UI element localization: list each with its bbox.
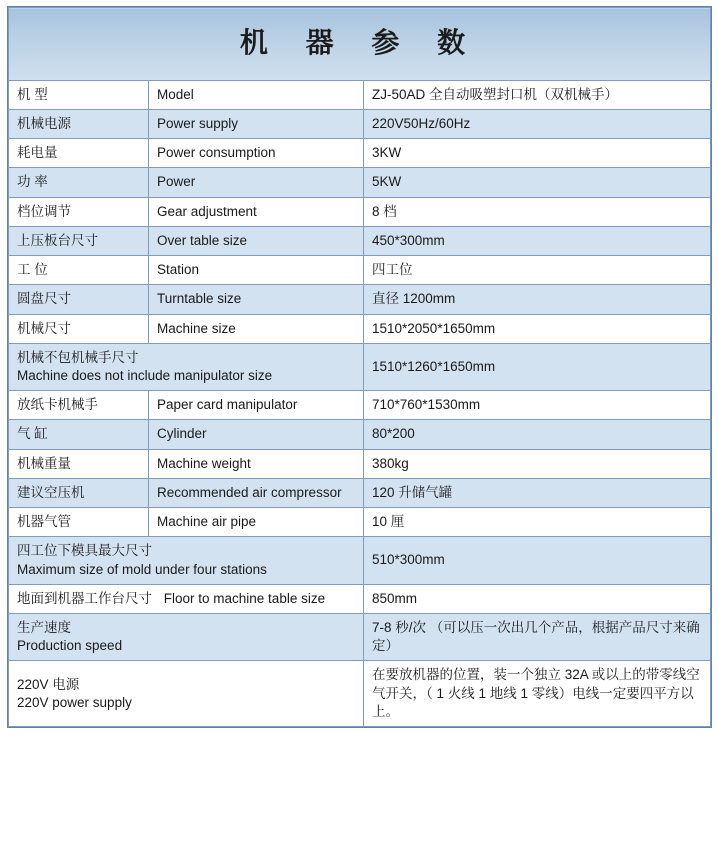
row-label-merged [9,613,364,660]
table-row [9,508,711,537]
table-row [9,537,711,584]
table-row [9,80,711,109]
row-label-en: Recommended air compressor [149,478,364,507]
row-value: 四工位 [364,256,711,285]
row-value: 450*300mm [364,226,711,255]
row-label-cn: 建议空压机 [9,478,149,507]
row-label-cn: 机器气管 [9,508,149,537]
title-cell [9,8,711,81]
row-value: 1510*2050*1650mm [364,314,711,343]
row-value: 1510*1260*1650mm [364,343,711,390]
row-label-en: Station [149,256,364,285]
machine-spec-table [7,6,712,728]
row-label-cn: 放纸卡机械手 [9,391,149,420]
row-label-cn: 机械不包机械手尺寸 [17,349,139,365]
table-title-row [9,8,711,81]
row-value: ZJ-50AD 全自动吸塑封口机（双机械手） [364,80,711,109]
row-label-en: Over table size [149,226,364,255]
row-label-en: Maximum size of mold under four stations [17,561,267,577]
row-label-en: Power [149,168,364,197]
row-label-merged [9,661,364,727]
table-row [9,226,711,255]
row-label-merged [9,343,364,390]
table-row [9,584,711,613]
row-label-en: Paper card manipulator [149,391,364,420]
row-value: 10 厘 [364,508,711,537]
table-row [9,449,711,478]
row-label-cn: 生产速度 [17,619,71,635]
row-label-cn: 工 位 [9,256,149,285]
row-label-en: Model [149,80,364,109]
table-row [9,110,711,139]
row-value: 120 升储气罐 [364,478,711,507]
row-value: 在要放机器的位置，装一个独立 32A 或以上的带零线空气开关，（ 1 火线 1 地线 1 零线）电线一定要四平方以上。 [364,661,711,727]
page-title: 机 器 参 数 [239,26,480,59]
row-label-cn: 气 缸 [9,420,149,449]
table-row [9,285,711,314]
row-value: 850mm [364,584,711,613]
row-label-cn: 圆盘尺寸 [9,285,149,314]
row-value: 80*200 [364,420,711,449]
row-label-en: 220V power supply [17,694,132,710]
table-row [9,661,711,727]
row-value: 220V50Hz/60Hz [364,110,711,139]
row-value: 510*300mm [364,537,711,584]
table-row [9,420,711,449]
row-label-en: Machine air pipe [149,508,364,537]
row-value: 7-8 秒/次 （可以压一次出几个产品，根据产品尺寸来确定） [364,613,711,660]
row-label-en: Machine size [149,314,364,343]
table-row [9,168,711,197]
row-label-cn: 上压板台尺寸 [9,226,149,255]
row-value: 5KW [364,168,711,197]
row-label-cn: 档位调节 [9,197,149,226]
table-row [9,391,711,420]
row-label-en: Power supply [149,110,364,139]
row-label-en: Production speed [17,638,123,654]
row-label-cn: 机械重量 [9,449,149,478]
table-row [9,613,711,660]
row-label-cn: 机 型 [9,80,149,109]
table-row [9,139,711,168]
row-value: 8 档 [364,197,711,226]
row-label-merged [9,537,364,584]
table-row [9,314,711,343]
table-row [9,478,711,507]
row-label-en: Gear adjustment [149,197,364,226]
row-label-cn: 机械尺寸 [9,314,149,343]
table-row [9,343,711,390]
row-label-en: Machine does not include manipulator size [17,367,273,383]
row-label-en: Turntable size [149,285,364,314]
row-label-en: Power consumption [149,139,364,168]
row-value: 直径 1200mm [364,285,711,314]
row-label-cn: 耗电量 [9,139,149,168]
row-label-en: Floor to machine table size [163,590,326,606]
row-value: 710*760*1530mm [364,391,711,420]
spec-table [8,7,711,727]
row-label-cn: 220V 电源 [17,676,80,692]
row-label-en: Cylinder [149,420,364,449]
row-label-cn: 机械电源 [9,110,149,139]
table-row [9,197,711,226]
row-label-cn: 地面到机器工作台尺寸 [17,590,152,606]
row-label-cn: 四工位下模具最大尺寸 [17,543,152,559]
row-label-merged [9,584,364,613]
row-value: 3KW [364,139,711,168]
table-row [9,256,711,285]
row-label-en: Machine weight [149,449,364,478]
row-value: 380kg [364,449,711,478]
row-label-cn: 功 率 [9,168,149,197]
